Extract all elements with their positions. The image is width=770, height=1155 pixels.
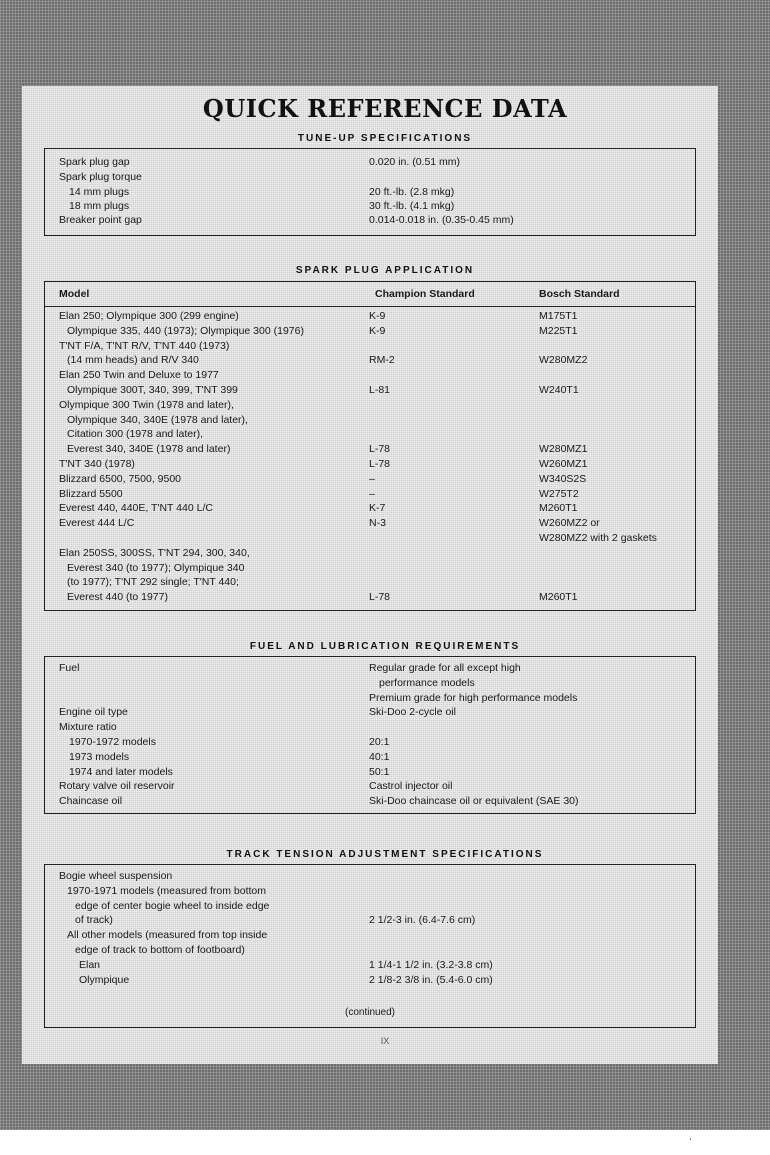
table-row: 18 mm plugs 30 ft.-lb. (4.1 mkg) <box>69 200 455 212</box>
table-row: 14 mm plugs 20 ft.-lb. (2.8 mkg) <box>69 186 455 198</box>
table-row <box>45 309 695 324</box>
table-cell: Olympique 300 Twin (1978 and later), <box>59 398 234 411</box>
table-cell: Everest 444 L/C <box>59 517 135 530</box>
table-cell: K-7 <box>369 502 386 515</box>
table-cell: 1 1/4-1 1/2 in. (3.2-3.8 cm) <box>369 958 493 971</box>
continued-note: (continued) <box>344 1007 396 1018</box>
table-cell: Citation 300 (1978 and later), <box>67 428 204 441</box>
table-row <box>45 427 695 442</box>
table-cell: M175T1 <box>539 310 578 322</box>
table-cell: W340S2S <box>539 472 587 485</box>
table-cell: performance models <box>379 676 475 689</box>
table-cell: Olympique <box>79 973 130 986</box>
table-row <box>45 590 695 605</box>
scan-speck <box>690 1138 691 1140</box>
table-cell: K-9 <box>369 324 386 337</box>
table-cell: Castrol injector oil <box>369 780 453 793</box>
table-cell: 1970-1972 models <box>69 736 156 748</box>
table-cell: Blizzard 6500, 7500, 9500 <box>59 472 182 485</box>
table-cell: Regular grade for all except high <box>369 662 521 674</box>
table-cell: (14 mm heads) and R/V 340 <box>67 354 199 367</box>
table-cell: All other models (measured from top inside <box>67 929 268 942</box>
table-row <box>45 353 695 368</box>
table-cell: Everest 440, 440E, T'NT 440 L/C <box>59 502 213 515</box>
table-row <box>45 884 695 899</box>
table-cell: T'NT F/A, T'NT R/V, T'NT 440 (1973) <box>59 339 230 352</box>
table-row <box>45 676 695 691</box>
table-cell: L-78 <box>369 443 391 456</box>
table-cell: 1973 models <box>69 750 130 763</box>
table-row <box>45 779 695 794</box>
page-number: IX <box>380 1036 390 1046</box>
table-row <box>45 661 695 676</box>
tuneup-section-title: TUNE-UP SPECIFICATIONS <box>297 133 473 144</box>
table-cell: 1970-1971 models (measured from bottom <box>67 884 267 897</box>
table-header-row: Model Champion Standard Bosch Standard <box>59 288 620 300</box>
table-cell: Everest 340 (to 1977); Olympique 340 <box>67 561 245 574</box>
table-row <box>45 383 695 398</box>
table-cell: W260MZ1 <box>539 458 588 470</box>
table-row <box>45 928 695 943</box>
track-table <box>44 864 696 1028</box>
table-row <box>45 575 695 590</box>
table-row <box>45 324 695 339</box>
table-row <box>45 750 695 765</box>
table-row <box>45 973 695 988</box>
table-cell: of track) <box>75 914 113 927</box>
sparkplug-table <box>44 281 696 611</box>
table-row <box>45 958 695 973</box>
page-title: QUICK REFERENCE DATA <box>202 94 568 123</box>
table-row: Spark plug gap 0.020 in. (0.51 mm) <box>59 156 461 168</box>
table-cell: L-78 <box>369 591 391 604</box>
table-cell: Elan <box>79 958 101 971</box>
table-cell: 1974 and later models <box>69 765 173 778</box>
table-cell: Elan 250SS, 300SS, T'NT 294, 300, 340, <box>59 546 250 559</box>
table-row <box>45 691 695 706</box>
table-cell: Olympique 300T, 340, 399, T'NT 399 <box>67 384 238 396</box>
table-cell: Ski-Doo 2-cycle oil <box>369 706 456 719</box>
table-row <box>45 368 695 383</box>
table-cell: Mixture ratio <box>59 721 117 734</box>
table-cell: (to 1977); T'NT 292 single; T'NT 440; <box>67 576 239 589</box>
table-cell: M260T1 <box>539 502 578 515</box>
table-row: Breaker point gap 0.014-0.018 in. (0.35-0.45 mm) <box>59 214 514 226</box>
table-row <box>45 913 695 928</box>
table-row <box>45 516 695 531</box>
table-cell: N-3 <box>369 517 386 530</box>
table-cell: edge of track to bottom of footboard) <box>75 944 245 956</box>
table-cell: Ski-Doo chaincase oil or equivalent (SAE 30) <box>369 795 579 808</box>
table-cell: edge of center bogie wheel to inside edge <box>75 899 270 912</box>
table-row <box>45 398 695 413</box>
table-cell: Premium grade for high performance models <box>369 691 578 704</box>
table-cell: Everest 340, 340E (1978 and later) <box>67 443 231 456</box>
header-divider <box>45 306 695 307</box>
table-cell: Chaincase oil <box>59 795 123 808</box>
table-cell: M225T1 <box>539 324 578 337</box>
table-row <box>45 943 695 958</box>
table-cell: T'NT 340 (1978) <box>59 458 135 470</box>
table-cell: Fuel <box>59 662 80 674</box>
table-row: Spark plug torque <box>59 171 142 183</box>
table-cell: W260MZ2 or <box>539 517 600 530</box>
table-cell: Elan 250; Olympique 300 (299 engine) <box>59 310 239 322</box>
table-cell: W280MZ1 <box>539 443 588 456</box>
table-cell: – <box>369 487 375 500</box>
table-row <box>45 561 695 576</box>
table-cell: RM-2 <box>369 354 395 367</box>
sparkplug-section-title: SPARK PLUG APPLICATION <box>295 265 475 276</box>
table-cell: Blizzard 5500 <box>59 487 123 500</box>
table-row <box>45 413 695 428</box>
table-cell: W240T1 <box>539 384 579 396</box>
table-row <box>45 442 695 457</box>
table-cell: M260T1 <box>539 591 578 604</box>
table-cell: 20:1 <box>369 736 390 748</box>
table-cell: Elan 250 Twin and Deluxe to 1977 <box>59 369 219 382</box>
table-row <box>45 794 695 809</box>
table-cell: K-9 <box>369 310 386 322</box>
table-row <box>45 487 695 502</box>
table-cell: L-81 <box>369 384 391 396</box>
table-row <box>45 339 695 354</box>
table-row <box>45 531 695 546</box>
table-row <box>45 457 695 472</box>
table-row <box>45 869 695 884</box>
table-cell: W275T2 <box>539 487 579 500</box>
table-cell: Olympique 340, 340E (1978 and later), <box>67 413 248 426</box>
table-cell: L-78 <box>369 458 391 470</box>
track-section-title: TRACK TENSION ADJUSTMENT SPECIFICATIONS <box>226 849 544 860</box>
table-row <box>45 501 695 516</box>
table-cell: 2 1/8-2 3/8 in. (5.4-6.0 cm) <box>369 973 493 986</box>
table-cell: Olympique 335, 440 (1973); Olympique 300 (1976) <box>67 324 304 337</box>
table-row <box>45 735 695 750</box>
table-cell: W280MZ2 <box>539 354 588 367</box>
table-row <box>45 705 695 720</box>
table-row <box>45 472 695 487</box>
table-row <box>45 720 695 735</box>
table-row <box>45 899 695 914</box>
table-cell: W280MZ2 with 2 gaskets <box>539 532 657 544</box>
table-cell: 40:1 <box>369 750 390 763</box>
fuel-section-title: FUEL AND LUBRICATION REQUIREMENTS <box>249 641 521 652</box>
table-row <box>45 765 695 780</box>
table-row <box>45 546 695 561</box>
table-cell: – <box>369 472 375 485</box>
table-cell: Rotary valve oil reservoir <box>59 780 175 793</box>
table-cell: Bogie wheel suspension <box>59 870 173 882</box>
table-cell: 50:1 <box>369 765 390 778</box>
tuneup-table <box>44 148 696 236</box>
table-cell: Engine oil type <box>59 706 128 719</box>
table-cell: 2 1/2-3 in. (6.4-7.6 cm) <box>369 914 476 927</box>
fuel-table <box>44 656 696 814</box>
table-cell: Everest 440 (to 1977) <box>67 591 168 604</box>
